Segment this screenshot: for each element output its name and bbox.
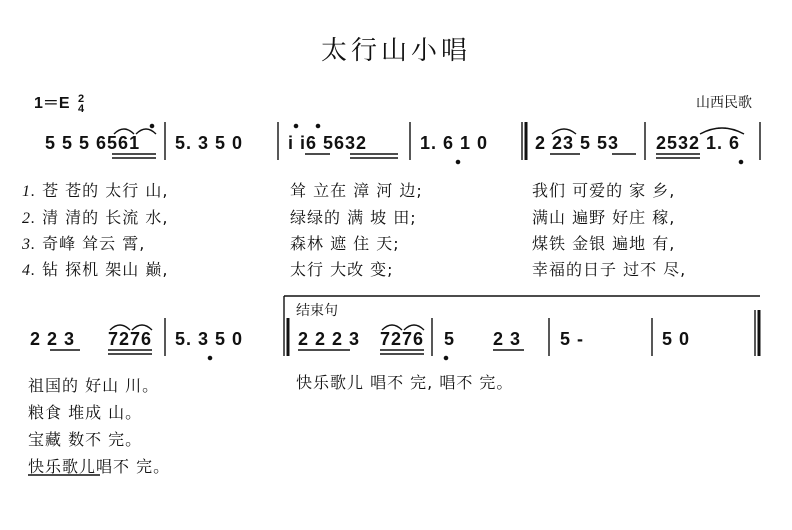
measure-4: 1. 6 1 0 xyxy=(420,133,489,153)
measure-9b: 7276 xyxy=(380,329,425,349)
verse-number: 4. xyxy=(22,262,36,279)
lyric-verse-1-c: 我们 可爱的 家 乡, xyxy=(532,181,676,200)
measure-8: 5. 3 5 0 xyxy=(175,329,244,349)
measure-6: 2532 1. 6 xyxy=(656,133,741,153)
meter-bottom: 4 xyxy=(78,102,85,115)
lyric-end-2: 粮食 堆成 山。 xyxy=(28,403,143,422)
lyric-verse-3-c: 煤铁 金银 遍地 有, xyxy=(532,234,676,253)
lyric-part-a: 钻 探机 架山 巅, xyxy=(42,260,169,279)
lyric-end-3: 宝藏 数不 完。 xyxy=(28,430,143,449)
verse-number: 3. xyxy=(22,236,36,253)
lyric-verse-4-b: 太行 大改 变; xyxy=(290,260,394,279)
measure-9a: 2 2 2 3 xyxy=(298,329,361,349)
measure-7b: 7276 xyxy=(108,329,153,349)
measure-7a: 2 2 3 xyxy=(30,329,76,349)
verse-number: 1. xyxy=(22,183,36,200)
lyric-verse-3-b: 森林 遮 住 天; xyxy=(290,234,400,253)
measure-11: 5 - xyxy=(560,329,585,349)
lyric-verse-1 xyxy=(22,178,168,201)
lyric-verse-2-c: 满山 遍野 好庄 稼, xyxy=(532,208,676,227)
measure-1: 5 5 5 6561 xyxy=(45,133,141,153)
lyric-end-4: 快乐歌儿唱不 完。 xyxy=(28,457,171,476)
lyric-verse-3 xyxy=(22,231,145,254)
lyric-verse-4-c: 幸福的日子 过不 尽, xyxy=(532,260,687,279)
lyric-part-a: 苍 苍的 太行 山, xyxy=(42,181,169,200)
lyric-verse-2 xyxy=(22,205,168,228)
key-label: 1＝E xyxy=(34,95,70,112)
lyric-verse-4 xyxy=(22,257,168,280)
lyric-verse-2-b: 绿绿的 满 坡 田; xyxy=(290,208,417,227)
measure-5: 2 23 5 53 xyxy=(535,133,620,153)
song-origin: 山西民歌 xyxy=(696,95,752,111)
lyric-verse-1-b: 耸 立在 漳 河 边; xyxy=(290,181,423,200)
measure-2: 5. 3 5 0 xyxy=(175,133,244,153)
ending-label: 结束句 xyxy=(296,303,338,319)
lyric-part-a: 奇峰 耸云 霄, xyxy=(42,234,146,253)
measure-10b: 2 3 xyxy=(493,329,522,349)
lyric-end-1: 祖国的 好山 川。 xyxy=(28,376,160,395)
measure-10a: 5 xyxy=(444,329,456,349)
song-title: 太行山小唱 xyxy=(320,36,471,66)
measure-3: i i6 5632 xyxy=(288,133,368,153)
lyric-part-a: 清 清的 长流 水, xyxy=(42,208,169,227)
measure-12: 5 0 xyxy=(662,329,691,349)
lyric-ending-phrase: 快乐歌儿 唱不 完, 唱不 完。 xyxy=(296,373,514,392)
verse-number: 2. xyxy=(22,210,36,227)
meter-top: 2 xyxy=(78,92,85,105)
